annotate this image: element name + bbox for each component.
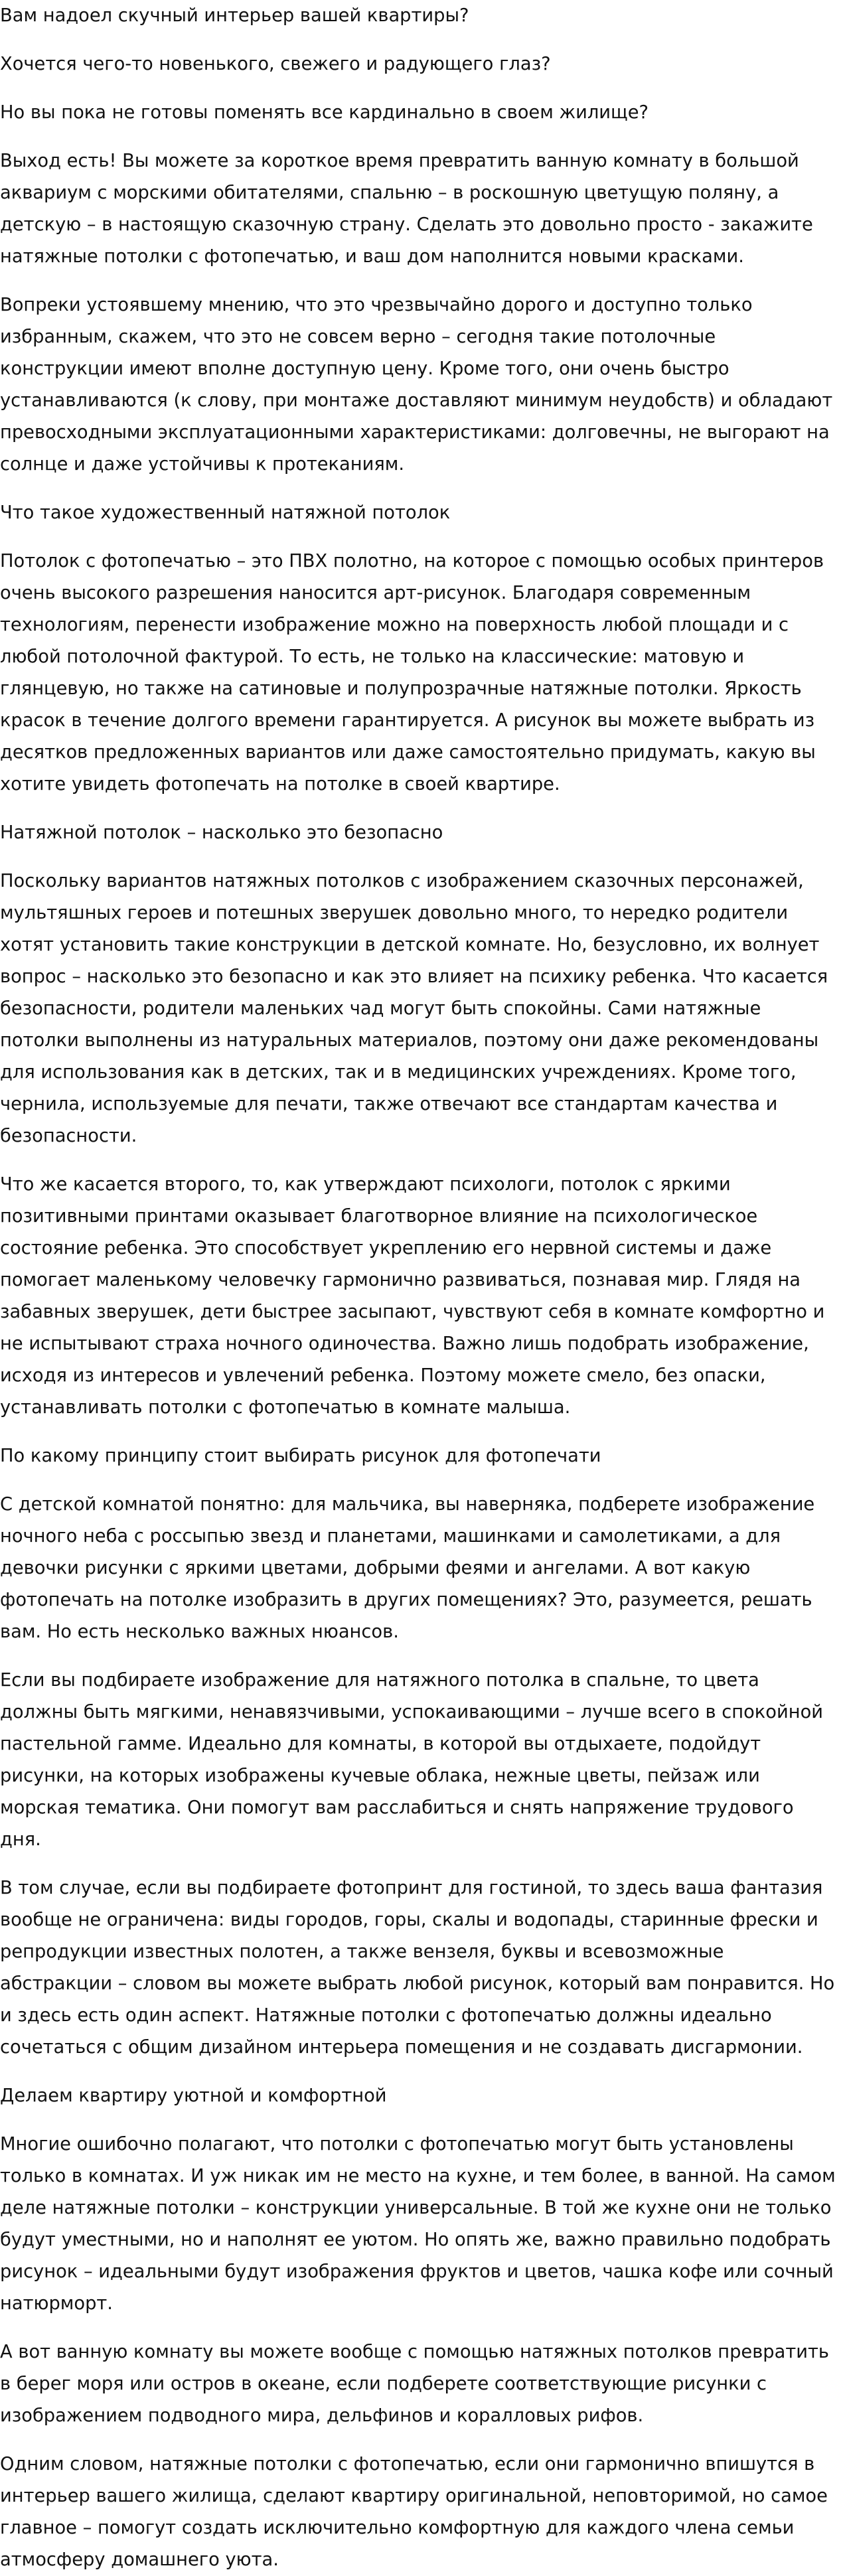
paragraph-psychology: Что же касается второго, то, как утверждают психологи, потолок с яркими позитивными принтами оказывает благотворное влияние на психологическое состояние ребенка. Это способствует укреплению его нервной системы и даже помогает маленькому человечку гармонично развиваться, познавая мир. Глядя на забавных зверушек, дети быстрее засыпают, чувствуют себя в комнате комфортно и не испытывают страха ночного одиночества. Важно лишь подобрать изображение, исходя из интересов и увлечений ребенка. Поэтому можете смело, без опаски, устанавливать потолки с фотопечатью в комнате малыша.	[0, 1174, 825, 1418]
intro-question-3: Но вы пока не готовы поменять все кардинально в своем жилище?	[0, 102, 649, 123]
paragraph-bedroom: Если вы подбираете изображение для натяжного потолка в спальне, то цвета должны быть мягкими, ненавязчивыми, успокаивающими – лучше всего в спокойной пастельной гамме. Идеально для комнаты, в которой вы отдыхаете, подойдут рисунки, на которых изображены кучевые облака, нежные цветы, пейзаж или морская тематика. Они помогут вам расслабиться и снять напряжение трудового дня.	[0, 1670, 824, 1850]
section-heading-comfort: Делаем квартиру уютной и комфортной	[0, 2085, 387, 2106]
paragraph-safety: Поскольку вариантов натяжных потолков с изображением сказочных персонажей, мультяшных героев и потешных зверушек довольно много, то нередко родители хотят установить такие конструкции в детской комнате. Но, безусловно, их волнует вопрос – насколько это безопасно и как это влияет на психику ребенка. Что касается безопасности, родители маленьких чад могут быть спокойны. Сами натяжные потолки выполнены из натуральных материалов, поэтому они даже рекомендованы для использования как в детских, так и в медицинских учреждениях. Кроме того, чернила, используемые для печати, также отвечают все стандартам качества и безопасности.	[0, 871, 828, 1146]
paragraph-conclusion: Одним словом, натяжные потолки с фотопечатью, если они гармонично впишутся в интерьер вашего жилища, сделают квартиру оригинальной, неповторимой, но самое главное – помогут создать исключительно комфортную для каждого члена семьи атмосферу домашнего уюта.	[0, 2454, 828, 2570]
section-heading-safety: Натяжной потолок – насколько это безопасно	[0, 822, 443, 843]
paragraph-solution: Выход есть! Вы можете за короткое время превратить ванную комнату в большой аквариум с морскими обитателями, спальню – в роскошную цветущую поляну, а детскую – в настоящую сказочную страну. Сделать это довольно просто - закажите натяжные потолки с фотопечатью, и ваш дом наполнится новыми красками.	[0, 151, 813, 267]
intro-question-2: Хочется чего-то новенького, свежего и радующего глаз?	[0, 54, 551, 74]
section-heading-choosing: По какому принципу стоит выбирать рисунок для фотопечати	[0, 1446, 601, 1466]
intro-question-1: Вам надоел скучный интерьер вашей квартиры?	[0, 5, 469, 26]
section-heading-what-is: Что такое художественный натяжной потолок	[0, 502, 451, 523]
paragraph-kids-room: С детской комнатой понятно: для мальчика, вы наверняка, подберете изображение ночного неба с россыпью звезд и планетами, машинками и самолетиками, а для девочки рисунки с яркими цветами, добрыми феями и ангелами. А вот какую фотопечать на потолке изобразить в других помещениях? Это, разумеется, решать вам. Но есть несколько важных нюансов.	[0, 1494, 815, 1642]
paragraph-what-is: Потолок с фотопечатью – это ПВХ полотно, на которое с помощью особых принтеров очень высокого разрешения наносится арт-рисунок. Благодаря современным технологиям, перенести изображение можно на поверхность любой площади и с любой потолочной фактурой. То есть, не только на классические: матовую и глянцевую, но также на сатиновые и полупрозрачные натяжные потолки. Яркость красок в течение долгого времени гарантируется. А рисунок вы можете выбрать из десятков предложенных вариантов или даже самостоятельно придумать, какую вы хотите увидеть фотопечать на потолке в своей квартире.	[0, 551, 824, 795]
paragraph-bathroom: А вот ванную комнату вы можете вообще с помощью натяжных потолков превратить в берег моря или остров в океане, если подберете соответствующие рисунки с изображением подводного мира, дельфинов и коралловых рифов.	[0, 2342, 829, 2426]
paragraph-living-room: В том случае, если вы подбираете фотопринт для гостиной, то здесь ваша фантазия вообще не ограничена: виды городов, горы, скалы и водопады, старинные фрески и репродукции известных полотен, а также вензеля, буквы и всевозможные абстракции – словом вы можете выбрать любой рисунок, который вам понравится. Но и здесь есть один аспект. Натяжные потолки с фотопечатью должны идеально сочетаться с общим дизайном интерьера помещения и не создавать дисгармонии.	[0, 1878, 835, 2058]
paragraph-price: Вопреки устоявшему мнению, что это чрезвычайно дорого и доступно только избранным, скажем, что это не совсем верно – сегодня такие потолочные конструкции имеют вполне доступную цену. Кроме того, они очень быстро устанавливаются (к слову, при монтаже доставляют минимум неудобств) и обладают превосходными эксплуатационными характеристиками: долговечны, не выгорают на солнце и даже устойчивы к протеканиям.	[0, 295, 833, 475]
paragraph-kitchen: Многие ошибочно полагают, что потолки с фотопечатью могут быть установлены только в комнатах. И уж никак им не место на кухне, и тем более, в ванной. На самом деле натяжные потолки – конструкции универсальные. В той же кухне они не только будут уместными, но и наполнят ее уютом. Но опять же, важно правильно подобрать рисунок – идеальными будут изображения фруктов и цветов, чашка кофе или сочный натюрморт.	[0, 2134, 836, 2314]
